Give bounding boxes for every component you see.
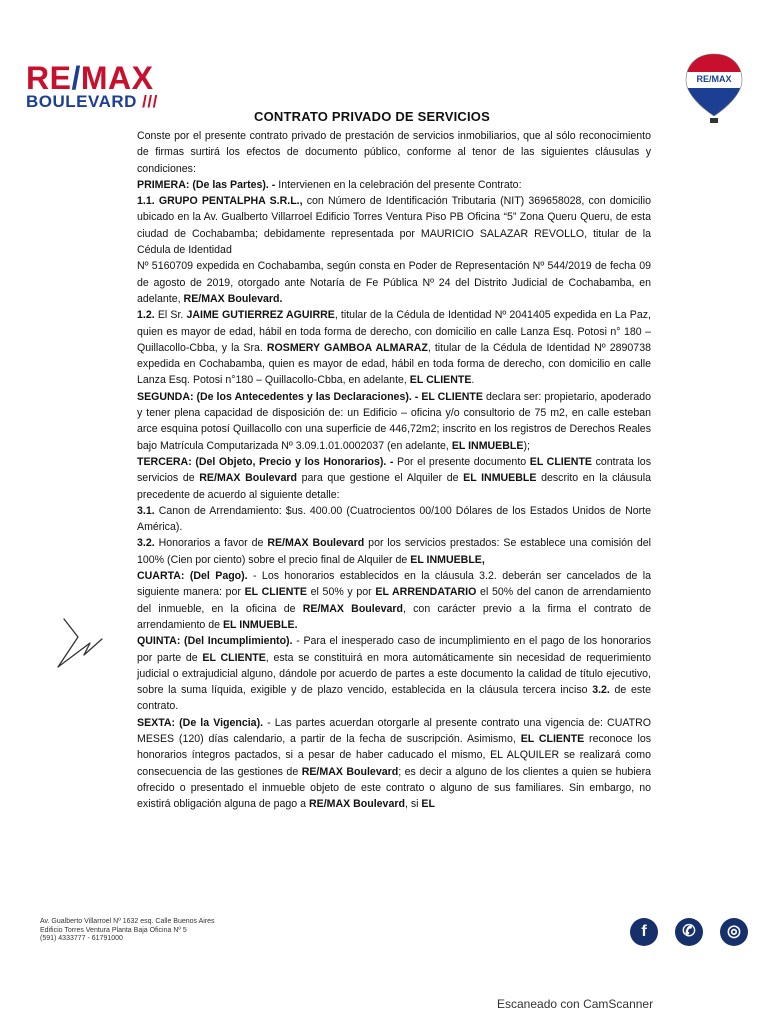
text-run: Por el presente documento [393, 455, 530, 468]
bold-text: RE/MAX Boulevard [302, 602, 403, 615]
bold-text: EL INMUEBLE [463, 472, 537, 485]
contract-paragraph [137, 258, 651, 307]
text-run: Canon de Arrendamiento: $us. 400.00 (Cuatrocientos 00/100 Dólares de los Estados Unidos de Norte América). [137, 504, 651, 534]
text-run: ; es decir a alguno de los clientes a quien se hubiera ofrecido o presentado el inmueble objeto de este contrato o alguno de sus familiares. Sin embargo, no existirá obligación alguna de pago a [137, 765, 651, 811]
facebook-glyph: f [641, 923, 647, 940]
text-run: por los servicios prestados: Se establece una comisión del 100% (Cien por ciento) sobre el precio final de Alquiler de [137, 537, 652, 566]
bold-text: EL INMUEBLE, [410, 553, 485, 566]
text-run: ); [523, 439, 530, 452]
contract-paragraph [137, 193, 651, 258]
bold-text: EL [421, 798, 435, 811]
contract-paragraph [137, 389, 651, 454]
instagram-icon[interactable] [720, 918, 748, 946]
bold-text: 3.2. [137, 537, 155, 550]
logo-re: RE [26, 60, 72, 96]
handwritten-signature [50, 615, 110, 675]
phone-line: (591) 4333777 - 61791000 [40, 935, 123, 942]
text-run: descrito en la cláusula precedente de acuerdo al siguiente detalle: [137, 472, 651, 501]
bold-text: JAIME GUTIERREZ AGUIRRE [186, 309, 335, 322]
bold-text: RE/MAX Boulevard [267, 537, 365, 550]
text-run: el 50% del canon de arrendamiento del inmueble, en la oficina de [137, 586, 651, 615]
whatsapp-glyph: ✆ [682, 923, 696, 940]
logo-sub-text: BOULEVARD [26, 92, 137, 111]
contract-paragraph [137, 535, 651, 568]
bold-text: EL CLIENTE [244, 586, 307, 599]
text-run: contrata los servicios de [137, 455, 651, 485]
text-run: - Para el inesperado caso de incumplimiento en el pago de los honorarios por parte de [137, 635, 651, 664]
bold-text: QUINTA: (Del Incumplimiento). [137, 635, 293, 648]
bold-text: RE/MAX Boulevard [301, 765, 399, 778]
bold-text: EL CLIENTE [520, 732, 585, 745]
text-run: - Los honorarios establecidos en la cláusula 3.2. deberán ser cancelados de la siguiente manera: por [137, 570, 651, 599]
text-run: para que gestione el Alquiler de [296, 472, 464, 485]
bold-text: EL ARRENDATARIO [375, 586, 477, 599]
bold-text: 3.2. [592, 684, 610, 697]
bold-text: TERCERA: (Del Objeto, Precio y los Honorarios). - [137, 455, 394, 468]
bold-text: SEGUNDA: (De los Antecedentes y las Declaraciones). - EL CLIENTE [137, 390, 483, 403]
text-run: de este contrato. [137, 684, 652, 713]
contract-paragraph [137, 307, 651, 388]
bold-text: PRIMERA: (De las Partes). - [137, 178, 276, 191]
bold-text: 1.1. GRUPO PENTALPHA S.R.L., [137, 195, 303, 208]
bold-text: RE/MAX Boulevard [199, 472, 297, 485]
contract-paragraph [137, 503, 651, 536]
instagram-glyph: ◎ [727, 923, 741, 940]
contract-paragraph [137, 568, 651, 633]
bold-text: 3.1. [137, 504, 155, 517]
text-run: , si [404, 798, 422, 811]
facebook-icon[interactable] [630, 918, 658, 946]
contract-paragraph [137, 633, 651, 714]
logo-max: MAX [80, 60, 154, 96]
bold-text: CUARTA: (Del Pago). [137, 570, 248, 583]
text-run: - Las partes acuerdan otorgarle al presente contrato una vigencia de: CUATRO MESES (120) días calendario, a partir de la fecha de suscripción. Asimismo, [137, 716, 651, 745]
contract-body [137, 128, 651, 812]
text-run: Honorarios a favor de [154, 537, 268, 550]
text-run: , con carácter previo a la firma el contrato de arrendamiento de [137, 602, 651, 631]
text-run: el 50% y por [306, 586, 376, 599]
contract-paragraph [137, 454, 651, 503]
text-run: con Número de Identificación Tributaria (NIT) 369658028, con domicilio ubicado en la Av. Gualberto Villarroel Edificio Torres Ventura Piso PB Oficina “5” Zona Queru Queru, de esta ciudad de Cochabamba; debidamente representada por MAURICIO SALAZAR REVOLLO, titular de la Cédula de Identidad [137, 195, 651, 257]
bold-text: EL INMUEBLE. [222, 618, 298, 631]
bold-text: EL INMUEBLE [451, 439, 524, 452]
document-title-wrap [0, 108, 768, 126]
text-run: reconoce los honorarios íntegros pactados, si a pesar de haber caducado el mismo, EL ALQUILER se realizará como consecuencia de las gestiones de [137, 732, 652, 778]
bold-text: 1.2. [137, 309, 155, 322]
contract-paragraph [137, 128, 651, 177]
address-line-1: Av. Gualberto Villarroel Nº 1632 esq. Calle Buenos Aires [40, 918, 215, 925]
text-run: Nº 5160709 expedida en Cochabamba, según consta en Poder de Representación Nº 544/2019 de fecha 09 de agosto de 2019, otorgado ante Notaría de Fe Pública Nº 24 del Distrito Judicial de Cochabamba, en adelante, [137, 260, 651, 305]
text-run: , titular de la Cédula de Identidad Nº 2041405 expedida en La Paz, quien es mayor de edad, hábil en toda forma de derecho, con domicilio en calle Lanza Esq. Potosi n° 180 – Quillacollo-Cbba, y la Sra. [137, 309, 651, 354]
bold-text: RE/MAX Boulevard [308, 798, 405, 811]
balloon-label: RE/MAX [696, 74, 732, 84]
address-line-2: Edificio Torres Ventura Planta Baja Oficina Nº 5 [40, 926, 187, 934]
document-title: CONTRATO PRIVADO DE SERVICIOS [254, 109, 490, 124]
footer-address [40, 918, 215, 944]
bold-text: SEXTA: (De la Vigencia). [137, 716, 264, 729]
contract-paragraph [137, 177, 651, 193]
text-run: Intervienen en la celebración del presente Contrato: [275, 178, 522, 191]
logo-bars: /// [142, 92, 158, 111]
text-run: Conste por el presente contrato privado de prestación de servicios inmobiliarios, que al sólo reconocimiento de firmas surtirá los efectos de documento público, conforme al tenor de las siguientes cláusulas y condiciones: [137, 130, 651, 175]
bold-text: EL CLIENTE [202, 651, 266, 664]
text-run: declara ser: propietario, apoderado y tener plena capacidad de disposición de: un Edificio – oficina y/o consultorio de 75 m2, en calle esteban arce esquina potosí Quillacollo con una superficie de 446,72m2; inscrito en los registros de Derechos Reales bajo Matrícula Computarizada Nº 3.09.1.01.0002037 (en adelante, [137, 390, 652, 452]
bold-text: RE/MAX Boulevard. [183, 292, 283, 305]
bold-text: ROSMERY GAMBOA ALMARAZ [266, 341, 428, 354]
text-run: , titular de la Cédula de Identidad Nº 2890738 expedida en Cochabamba, quien es mayor de edad, hábil en toda forma de derecho, con domicilio en calle Lanza Esq. Potosi n°180 – Quillacollo-Cbba, en adelante, [137, 341, 651, 387]
bold-text: EL CLIENTE [409, 374, 472, 387]
logo-wordmark [26, 62, 176, 94]
camscanner-label: Escaneado con CamScanner [497, 997, 654, 1011]
whatsapp-icon[interactable] [675, 918, 703, 946]
contract-paragraph [137, 715, 651, 813]
text-run: El Sr. [154, 309, 187, 322]
remax-boulevard-logo [26, 62, 176, 112]
bold-text: EL CLIENTE [529, 455, 592, 468]
logo-slash: / [71, 60, 81, 96]
text-run: , esta se constituirá en mora automáticamente sin necesidad de requerimiento judicial o extrajudicial alguno, dándole por acuerdo de partes a este documento la calidad de título ejecutivo, sobre la suma líquida, exigible y de plazo vencido, establecida en la cláusula tercera inciso [137, 651, 652, 697]
text-run: . [471, 374, 475, 387]
